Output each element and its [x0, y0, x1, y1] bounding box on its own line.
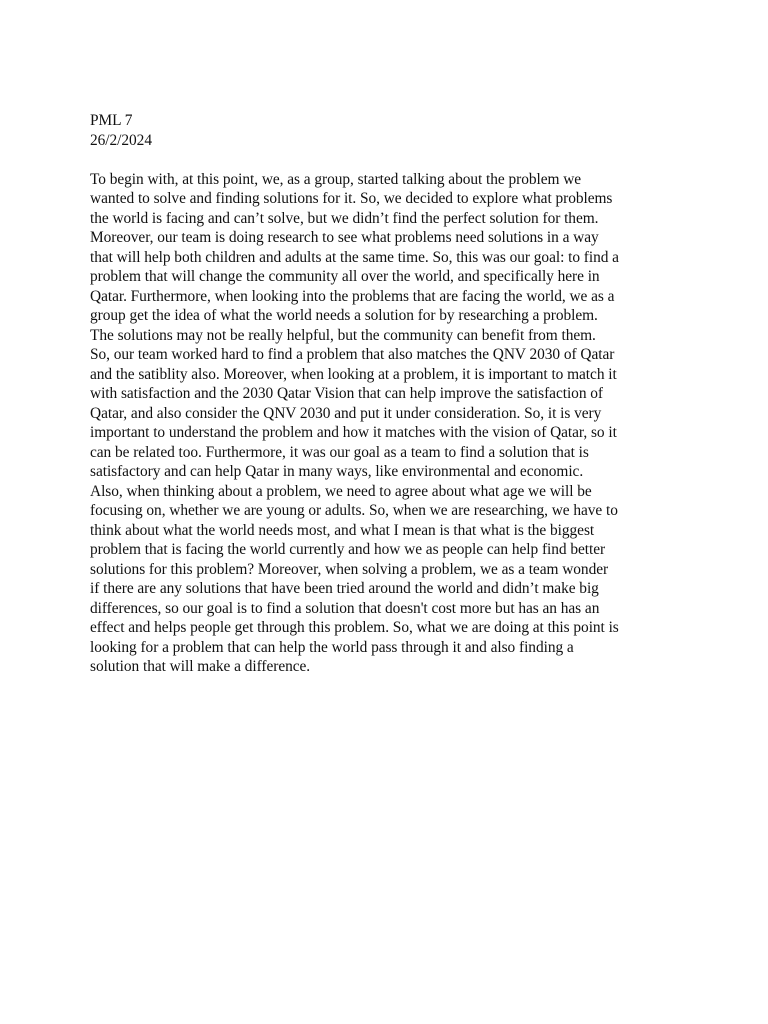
body-line: The solutions may not be really helpful, but the community can benefit from them. — [90, 326, 596, 344]
body-line: that will help both children and adults at the same time. So, this was our goal: to find a — [90, 248, 619, 266]
body-line: focusing on, whether we are young or adults. So, when we are researching, we have to — [90, 502, 618, 519]
document-date: 26/2/2024 — [90, 131, 152, 149]
body-line: can be related too. Furthermore, it was our goal as a team to find a solution that is — [90, 443, 589, 461]
body-line: Also, when thinking about a problem, we need to agree about what age we will be — [90, 482, 592, 500]
header-spacer — [90, 150, 690, 170]
body-line: effect and helps people get through this problem. So, what we are doing at this point is — [90, 619, 619, 636]
body-line: wanted to solve and finding solutions for it. So, we decided to explore what problems — [90, 190, 613, 207]
body-line: So, our team worked hard to find a problem that also matches the QNV 2030 of Qatar — [90, 346, 615, 363]
body-line: Qatar. Furthermore, when looking into the problems that are facing the world, we as a — [90, 287, 615, 305]
body-line: differences, so our goal is to find a solution that doesn't cost more but has an has an — [90, 599, 600, 617]
body-line: think about what the world needs most, and what I mean is that what is the biggest — [90, 521, 595, 539]
body-line: looking for a problem that can help the world pass through it and also finding a — [90, 638, 574, 656]
body-line: Moreover, our team is doing research to see what problems need solutions in a way — [90, 229, 599, 246]
body-line: solutions for this problem? Moreover, when solving a problem, we as a team wonder — [90, 560, 609, 578]
body-line: important to understand the problem and how it matches with the vision of Qatar, so it — [90, 424, 617, 441]
body-line: To begin with, at this point, we, as a group, started talking about the problem we — [90, 170, 582, 188]
body-line: the world is facing and can’t solve, but we didn’t find the perfect solution for them. — [90, 209, 599, 227]
body-line: solution that will make a difference. — [90, 658, 311, 675]
body-paragraph — [90, 170, 690, 677]
document-code: PML 7 — [90, 112, 133, 129]
body-line: with satisfaction and the 2030 Qatar Vision that can help improve the satisfaction of — [90, 385, 603, 402]
body-line: group get the idea of what the world needs a solution for by researching a problem. — [90, 307, 598, 324]
body-line: and the satiblity also. Moreover, when looking at a problem, it is important to match it — [90, 365, 617, 383]
body-line: satisfactory and can help Qatar in many ways, like environmental and economic. — [90, 463, 584, 480]
body-line: problem that will change the community all over the world, and specifically here in — [90, 268, 600, 285]
body-line: if there are any solutions that have been tried around the world and didn’t make big — [90, 580, 599, 597]
body-line: Qatar, and also consider the QNV 2030 and put it under consideration. So, it is very — [90, 404, 602, 422]
document-content — [90, 111, 690, 677]
body-line: problem that is facing the world currently and how we as people can help find better — [90, 541, 606, 558]
